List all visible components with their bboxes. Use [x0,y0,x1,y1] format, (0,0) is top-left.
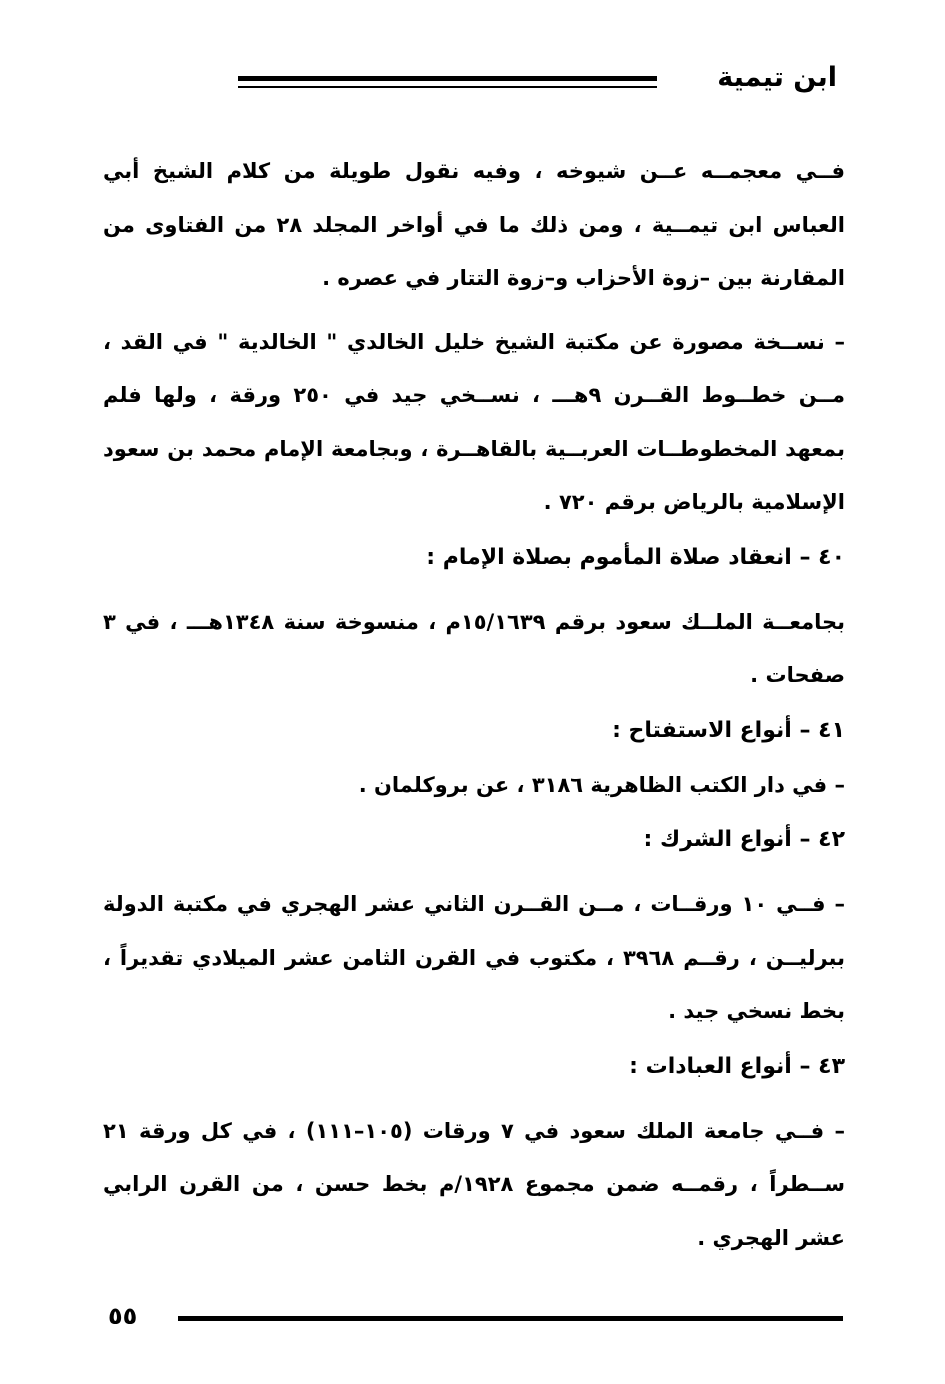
section-heading: ٤٠ – انعقاد صلاة المأموم بصلاة الإمام : [426,544,845,570]
paragraph: فــي معجمــه عــن شيوخه ، وفيه نقول طويلة من كلام الشيخ أبي العباس ابن تيمــية ، ومن ذلك ما في أواخر المجلد ٢٨ من الفتاوى من المقارنة بين –زوة الأحزاب و–زوة التتار في عصره . [103,159,845,290]
section-heading: ٤٢ – أنواع الشرك : [643,827,845,852]
paragraph: بجامعــة الملــك سعود برقم ١٥/١٦٣٩م ، منسوخة سنة ١٣٤٨هـــ ، في ٣ صفحات . [103,609,845,687]
page-footer [0,1298,945,1338]
page-body [103,145,845,1265]
section-heading: ٤٣ – أنواع العبادات : [629,1053,845,1079]
paragraph: – فــي ١٠ ورقــات ، مــن القــرن الثاني عشر الهجري في مكتبة الدولة ببرليــن ، رقــم ٣٩٦٨ ، مكتوب في القرن الثامن عشر الميلادي تقديراً ، بخط نسخي جيد . [103,892,845,1023]
header-double-rule [238,76,657,88]
footer-rule [178,1316,843,1321]
page-header [0,58,945,102]
section-heading: ٤١ – أنواع الاستفتاح : [612,717,845,743]
running-title: ابن تيمية [717,62,837,93]
page-number: ٥٥ [108,1302,138,1330]
paragraph: – نســخة مصورة عن مكتبة الشيخ خليل الخالدي " الخالدية " في القد ، مــن خطــوط القــرن ٩هـــ ، نســخي جيد في ٢٥٠ ورقة ، ولها فلم بمعهد المخطوطــات العربــية بالقاهــرة ، وبجامعة الإمام محمد بن سعود الإسلامية بالرياض برقم ٧٢٠ . [103,329,846,514]
paragraph: – فــي جامعة الملك سعود في ٧ ورقات (١٠٥–١١١) ، في كل ورقة ٢١ ســطراً ، رقمــه ضمن مجموع ١٩٢٨/م بخط حسن ، من القرن الرابي عشر الهجري . [103,1118,846,1250]
paragraph: – في دار الكتب الظاهرية ٣١٨٦ ، عن بروكلمان . [358,772,845,797]
